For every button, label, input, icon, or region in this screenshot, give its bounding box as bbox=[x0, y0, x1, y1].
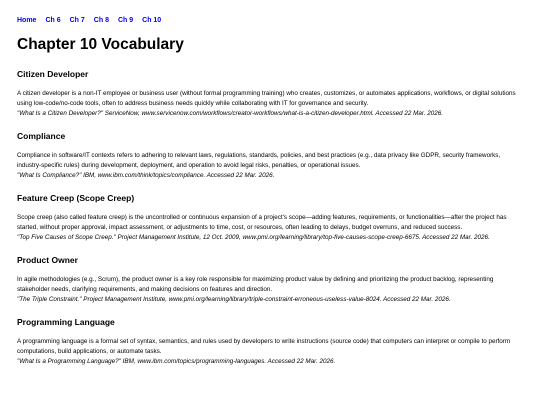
page-title: Chapter 10 Vocabulary bbox=[17, 36, 184, 53]
nav-link-home[interactable]: Home bbox=[17, 17, 37, 24]
vocab-term: Feature Creep (Scope Creep) bbox=[17, 193, 135, 203]
vocab-entry-feature-creep bbox=[17, 193, 526, 243]
nav-link-ch7[interactable]: Ch 7 bbox=[69, 17, 85, 24]
nav-link-ch6[interactable]: Ch 6 bbox=[45, 17, 61, 24]
vocab-entry-citizen-developer bbox=[17, 69, 526, 119]
vocab-citation: "The Triple Constraint." Project Management Institute, www.pmi.org/learning/library/triple-constraint-erroneous-useless-value-8024. Accessed 22 Mar. 2026. bbox=[17, 296, 451, 303]
vocab-definition: A citizen developer is a non-IT employee or business user (without formal programming training) who creates, customizes, or automates applications, workflows, or digital solutions using low-code/no-code tools, often to address business needs quickly while collaborating with IT for governance and security. bbox=[17, 90, 516, 107]
vocab-definition: In agile methodologies (e.g., Scrum), the product owner is a key role responsible for maximizing product value by defining and prioritizing the product backlog, representing stakeholder needs, clarifying requirements, and making decisions on features and direction. bbox=[17, 276, 494, 293]
vocab-entry-programming-language bbox=[17, 317, 526, 367]
vocab-citation: "Top Five Causes of Scope Creep." Project Management Institute, 12 Oct. 2009, www.pmi.org/learning/library/top-five-causes-scope-creep-6675. Accessed 22 Mar. 2026. bbox=[17, 234, 490, 241]
nav-link-ch10[interactable]: Ch 10 bbox=[142, 17, 162, 24]
vocab-term: Programming Language bbox=[17, 317, 115, 327]
vocab-citation: "What Is a Citizen Developer?" ServiceNow, www.servicenow.com/workflows/creator-workflows/what-is-a-citizen-developer.html. Accessed 22 Mar. 2026. bbox=[17, 110, 444, 117]
nav-link-ch9[interactable]: Ch 9 bbox=[117, 17, 134, 24]
vocab-citation: "What Is Compliance?" IBM, www.ibm.com/think/topics/compliance. Accessed 22 Mar. 2026. bbox=[17, 172, 275, 179]
vocab-entry-compliance bbox=[17, 131, 526, 181]
vocab-term: Product Owner bbox=[17, 255, 78, 265]
vocab-definition: Scope creep (also called feature creep) is the uncontrolled or continuous expansion of a project's scope—adding features, requirements, or functionalities—after the project has started, without proper approval, impact assessment, or adjustments to time, cost, or resources, often leading to delays, budget overruns, and reduced success. bbox=[17, 214, 507, 231]
vocab-term: Compliance bbox=[17, 131, 66, 141]
vocab-entry-product-owner bbox=[17, 255, 526, 305]
vocab-term: Citizen Developer bbox=[17, 69, 89, 79]
vocab-definition: Compliance in software/IT contexts refers to adhering to relevant laws, regulations, standards, policies, and best practices (e.g., data privacy like GDPR, security frameworks, industry-specific rules) during development, deployment, and operation to avoid legal risks, penalties, or operational issues. bbox=[17, 152, 501, 169]
vocab-citation: "What Is a Programming Language?" IBM, www.ibm.com/topics/programming-languages. Accessed 22 Mar. 2026. bbox=[17, 358, 336, 365]
nav-link-ch8[interactable]: Ch 8 bbox=[93, 17, 109, 24]
top-nav bbox=[17, 16, 526, 25]
vocab-definition: A programming language is a formal set of syntax, semantics, and rules used by developers to write instructions (source code) that computers can interpret or compile to perform computations, build applications, or automate tasks. bbox=[17, 338, 511, 355]
